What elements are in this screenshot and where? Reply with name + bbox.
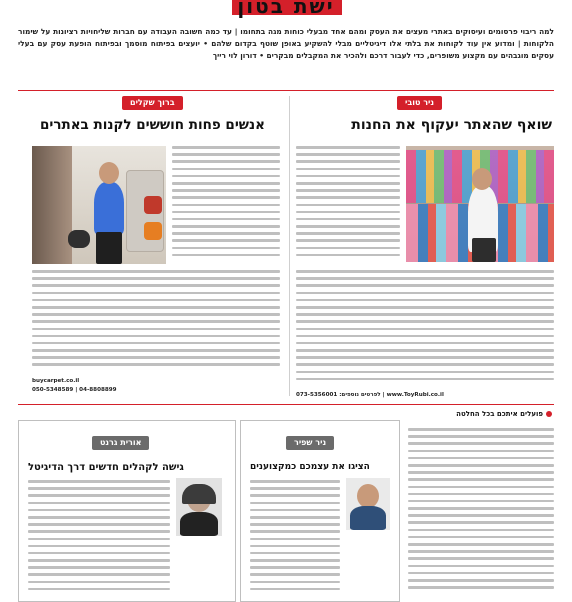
masthead [0, 0, 572, 20]
photo-store-bags [406, 146, 554, 262]
photo-carpet-store [32, 146, 166, 264]
column-divider [289, 96, 290, 396]
author-tag-bottom-left: אורית גרנט [92, 436, 149, 450]
contact-left-phone: 050-5348589 | 04-8808899 [32, 387, 117, 393]
author-tag-bottom-mid: ניר שפיר [286, 436, 334, 450]
author-tag-right: ניר טובי [397, 96, 442, 110]
top-rule [18, 90, 554, 91]
bottom-left-body [28, 480, 170, 596]
masthead-title: ישת בטון [237, 0, 335, 18]
sidebar-body [408, 428, 554, 596]
intro-paragraph: למה ריבוי פרסומים ועיסוקים באתרי מעצים את העסק ומהם אחד מבעלי כוחות מגה בתחומו | עד כמה חשובה העבודה עם חברות שליחויות רציונות על שימור הלקוחות | ומדוע אין עוד לקוחות את בלתי אלו דיגיטליים מבלי להשקיע באופן שוטף בקדום שלהם • יועצים בפיתוח מוסמך ובפיתוח הופעת עסק עם בעלי עסקים מוגבהים עם מקצוע משופרים, כדי לעבור דרכם ולהכיר את המקבלים מבקרים • דורון לוי רייך [18, 27, 554, 60]
photo-nir-shapir [346, 478, 390, 530]
headline-left: אנשים פחות חוששים לקנות באתרים [40, 117, 265, 133]
article-right-column-a [296, 146, 400, 266]
headline-bottom-left: גישה לקהלים חדשים דרך הדיגיטל [28, 462, 184, 473]
article-right-body [296, 270, 554, 388]
author-tag-left: ברוך שקלים [122, 96, 183, 110]
section-divider [18, 404, 554, 405]
article-left-body [32, 270, 280, 376]
headline-right: שואף שהאתר יעקוף את החנות [351, 117, 552, 133]
bottom-mid-body [250, 480, 340, 596]
article-left-column-a [172, 146, 280, 266]
sidebar-label [456, 410, 552, 418]
contact-left-site: buycarpet.co.il [32, 378, 80, 384]
sidebar-label-text: פועלים איתכם בכל החלטה [456, 410, 543, 418]
photo-orit [176, 478, 222, 536]
red-dot-icon [546, 411, 552, 417]
headline-bottom-mid: הציגו את עצמכם כמקצוענים [250, 462, 370, 472]
contact-right: לפרטים נוספים: 073-5356001 | www.ToyRubi.co.il [296, 392, 444, 398]
